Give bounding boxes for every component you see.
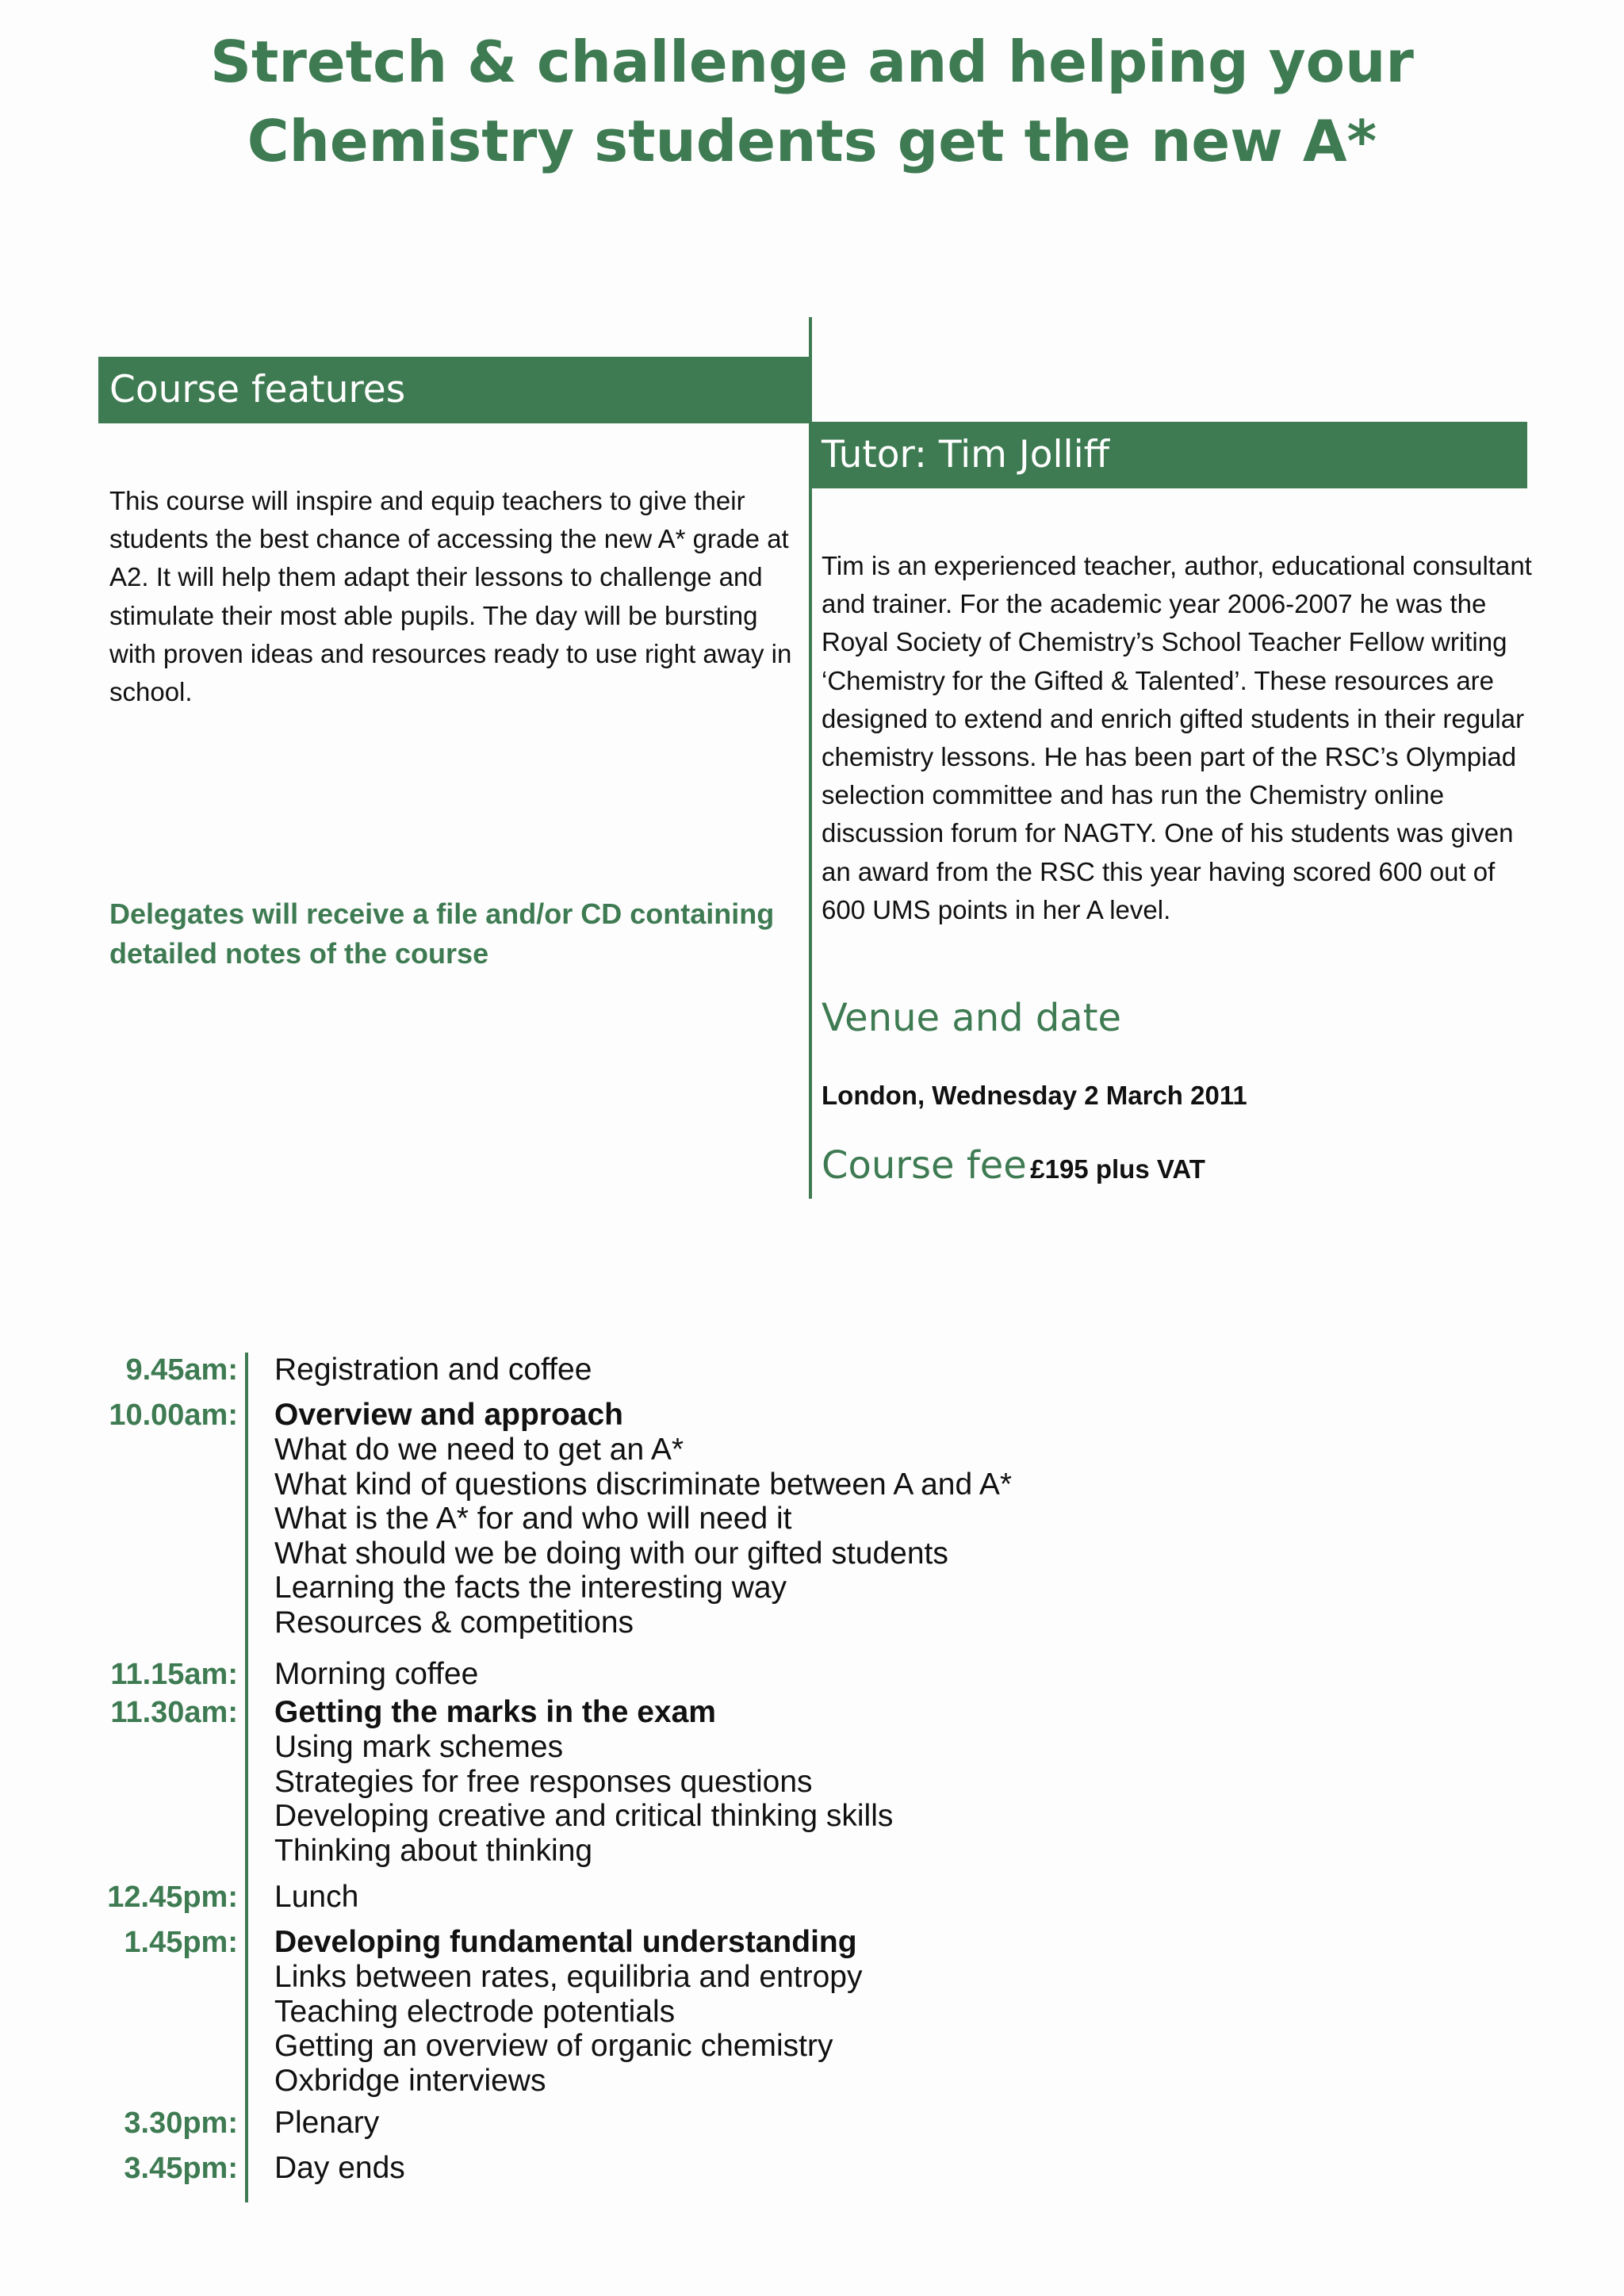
schedule-entry: Overview and approach	[274, 1398, 623, 1432]
schedule-entry: Morning coffee	[274, 1657, 479, 1691]
schedule-subitems	[274, 1960, 1464, 2098]
schedule-time: 11.30am:	[110, 1696, 238, 1729]
schedule-entry: Developing fundamental understanding	[274, 1925, 857, 1959]
course-fee-value: £195 plus VAT	[1030, 1154, 1205, 1184]
schedule-subitem: Links between rates, equilibria and entropy	[274, 1960, 863, 1994]
schedule-subitem: Thinking about thinking	[274, 1833, 593, 1868]
tutor-heading: Tutor: Tim Jolliff	[810, 422, 1527, 488]
schedule-subitem: Teaching electrode potentials	[274, 1994, 676, 2029]
delegates-note: Delegates will receive a file and/or CD containing detailed notes of the course	[109, 897, 775, 970]
title-line-1: Stretch & challenge and helping your	[210, 29, 1414, 95]
course-features-text: This course will inspire and equip teachers to give their students the best chance of accessing the new A* grade at A2. It will help them adapt their lessons to challenge and stimulate their most able pupils. The day will be bursting with proven ideas and resources ready to use right away in school.	[109, 486, 792, 707]
schedule-subitem: What should we be doing with our gifted students	[274, 1536, 948, 1571]
schedule-entry: Day ends	[274, 2151, 405, 2185]
schedule-subitem: Using mark schemes	[274, 1730, 564, 1764]
page-title	[0, 22, 1624, 181]
schedule-divider	[245, 1353, 248, 2202]
schedule-time: 9.45am:	[125, 1353, 238, 1387]
schedule-entry: Lunch	[274, 1880, 359, 1914]
venue-date: London, Wednesday 2 March 2011	[822, 1081, 1247, 1110]
schedule-time: 12.45pm:	[107, 1881, 238, 1914]
schedule-entry: Registration and coffee	[274, 1353, 592, 1387]
schedule-entry: Plenary	[274, 2106, 380, 2140]
course-features-heading: Course features	[98, 357, 810, 423]
schedule-time: 1.45pm:	[124, 1926, 238, 1959]
schedule-time: 10.00am:	[109, 1399, 238, 1432]
venue-heading: Venue and date	[822, 996, 1122, 1040]
title-line-2: Chemistry students get the new A*	[247, 108, 1377, 174]
course-fee	[822, 1140, 1205, 1200]
schedule-subitems	[274, 1433, 1464, 1640]
schedule-subitem: Oxbridge interviews	[274, 2063, 546, 2098]
schedule-subitem: Resources & competitions	[274, 1605, 634, 1640]
schedule-subitem: Learning the facts the interesting way	[274, 1571, 787, 1605]
schedule-time: 3.45pm:	[124, 2152, 238, 2185]
schedule-subitem: What is the A* for and who will need it	[274, 1502, 792, 1536]
schedule-entry: Getting the marks in the exam	[274, 1695, 716, 1729]
course-fee-heading: Course fee	[822, 1143, 1027, 1188]
schedule-time: 11.15am:	[110, 1658, 238, 1691]
schedule-subitems	[274, 1730, 1464, 1868]
schedule-subitem: What kind of questions discriminate between A and A*	[274, 1467, 1013, 1502]
schedule-subitem: Getting an overview of organic chemistry	[274, 2029, 833, 2063]
schedule-time: 3.30pm:	[124, 2107, 238, 2140]
schedule-subitem: Strategies for free responses questions	[274, 1764, 813, 1799]
tutor-bio: Tim is an experienced teacher, author, educational consultant and trainer. For the academic year 2006-2007 he was the Royal Society of Chemistry’s School Teacher Fellow writing ‘Chemistry for the Gifted & Talented’. These resources are designed to extend and enrich gifted students in their regular chemistry lessons. He has been part of the RSC’s Olympiad selection committee and has run the Chemistry online discussion forum for NAGTY. One of his students was given an award from the RSC this year having scored 600 out of 600 UMS points in her A level.	[822, 551, 1532, 924]
schedule-subitem: Developing creative and critical thinking skills	[274, 1799, 894, 1833]
schedule-subitem: What do we need to get an A*	[274, 1433, 684, 1467]
